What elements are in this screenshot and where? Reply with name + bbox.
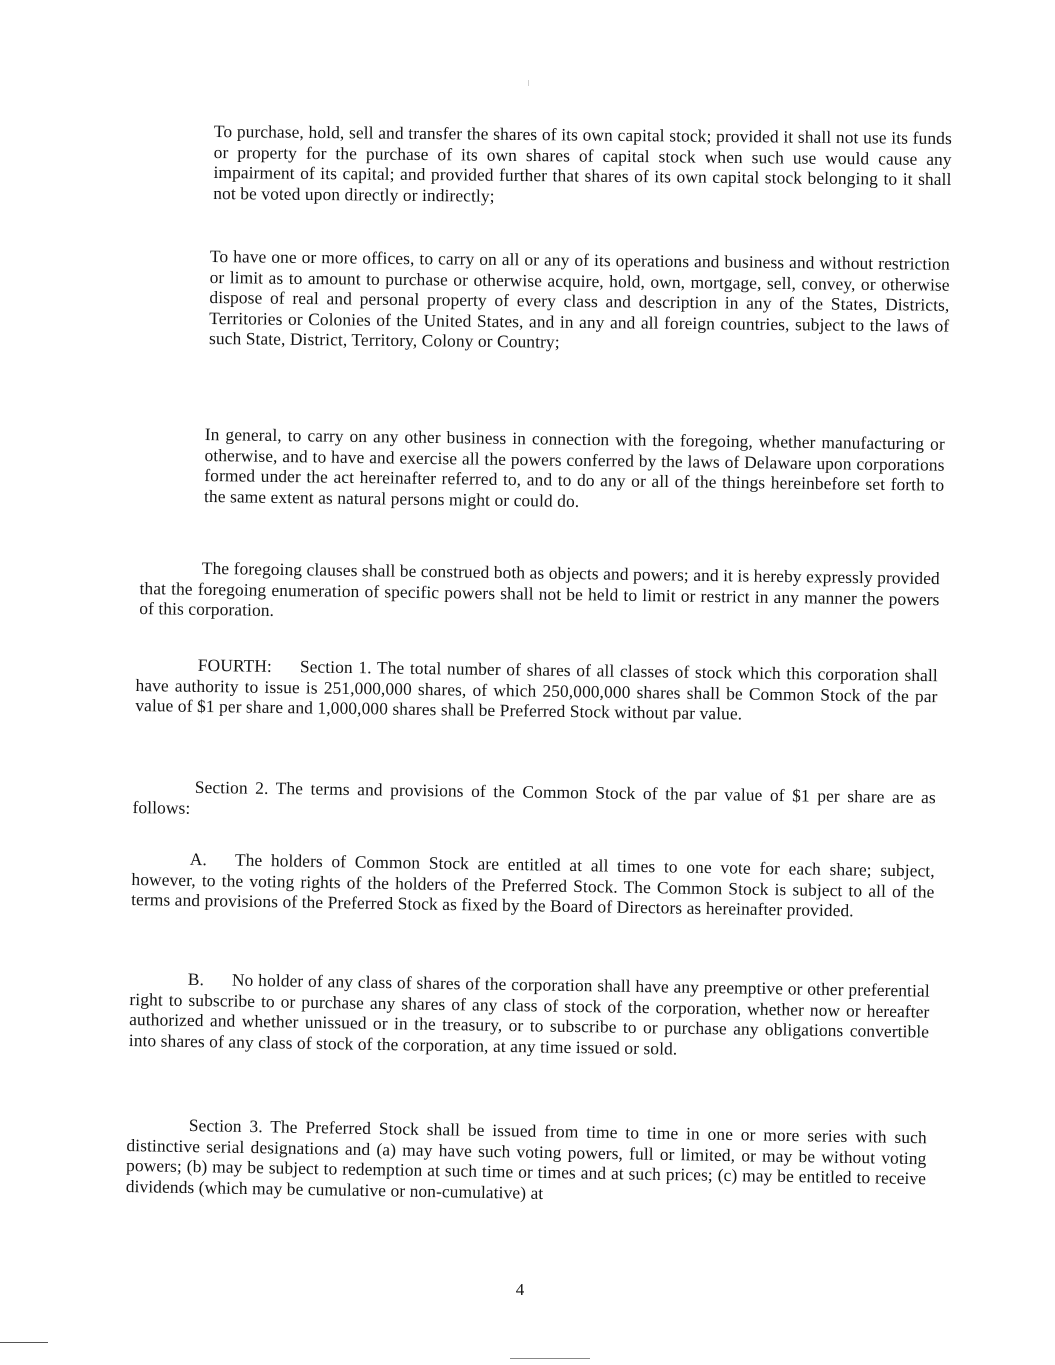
clause-general-powers: In general, to carry on any other business in connection with the foregoing, whether manufacturing or otherwise, and to have and exercise all the powers conferred by the laws of Delaware upon corporations formed under the act hereinafter referred to, and to do any or all of the things hereinbefore set forth to the same extent as natural persons might or could do. [203,424,945,511]
section-2 [132,776,935,828]
clause-purchase-own-stock: To purchase, hold, sell and transfer the shares of its own capital stock; provided it shall not use its funds or property for the purchase of its own shares of capital stock when such use would cause any impairment of its capital; and provided further that shares of its own capital stock belonging to it shall not be voted upon directly or indirectly; [213,121,952,206]
item-a-label: A. [189,848,208,870]
article-fourth-heading: FOURTH: [197,654,273,676]
clause-offices-and-property: To have one or more offices, to carry on all or any of its operations and business and without restriction or limit as to amount to purchase or otherwise acquire, hold, own, mortgage, sell, convey, or otherwise dispose of real and personal property of every class and description in any of the States, Districts, Territories or Colonies of the United States, and in any and all foreign countries, subject to the laws of such State, District, Territory, Colony or Country; [208,246,950,352]
section-3-label: Section 3. [188,1115,263,1137]
item-b [129,968,930,1063]
scan-artifact-top [528,80,529,86]
scan-artifact-bottom [510,1358,590,1359]
section-2-label: Section 2. [194,776,269,798]
item-a [131,848,935,922]
page-number: 4 [515,1280,525,1299]
section-1-label: Section 1. [299,656,372,678]
clause-construction: The foregoing clauses shall be construed both as objects and powers; and it is hereby expressly provided that the foregoing enumeration of specific powers shall not be held to limit or restrict in any manner the powers of this corporation. [139,557,940,620]
scan-artifact-left [0,1342,48,1343]
section-2-text: The terms and provisions of the Common Stock of the par value of $1 per share are as follows: [132,777,936,818]
section-1-text: The total number of shares of all classes of stock which this corporation shall have authority to issue is 251,000,000 shares, of which 250,000,000 shares shall be Common Stock of the par value of $1 per share and 1,000,000 shares shall be Preferred Stock without par value. [135,657,938,724]
item-a-text: The holders of Common Stock are entitled at all times to one vote for each share; subject, however, to the voting rights of the holders of the Preferred Stock. The Common Stock is subject to all of the terms and provisions of the Preferred Stock as fixed by the Board of Directors as hereinafter provided. [131,849,935,921]
item-b-text: No holder of any class of shares of the corporation shall have any preemptive or other preferential right to subscribe to or purchase any shares of any class of stock of the corporation, whether now or hereafter authorized and whether unissued or in the treasury, or to subscribe to or purchase any obligations convertible into shares of any class of stock of the corporation, at any time issued or sold. [128,969,930,1059]
section-3-text: The Preferred Stock shall be issued from time to time in one or more series with such distinctive serial designations and (a) may have such voting powers, full or limited, or may be without voting powers; (b) may be subject to redemption at such time or times and at such prices; (c) may be entitled to receive dividends (which may be cumulative or non-cumulative) at [125,1116,927,1203]
item-b-label: B. [187,968,205,990]
article-fourth-section-1 [135,654,938,727]
section-3 [126,1114,927,1209]
